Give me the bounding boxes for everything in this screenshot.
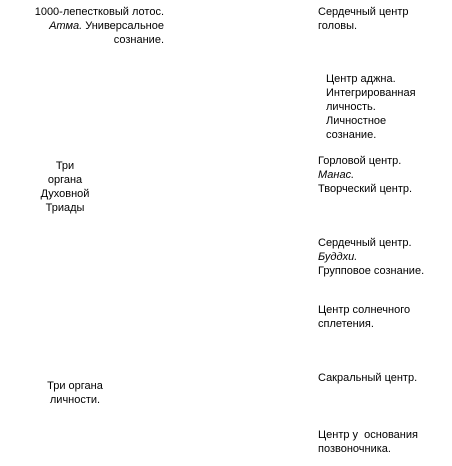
sacral-center-block [318, 371, 417, 385]
heart-line-3: Групповое сознание. [318, 265, 425, 277]
triad-line-1: Три [55, 160, 75, 172]
head-line-2: головы. [318, 20, 358, 32]
triad-line-3: Духовной [40, 188, 90, 200]
solar-line-2: сплетения. [318, 318, 374, 330]
heart-center-block [318, 236, 424, 278]
personality-organs-block [28, 379, 122, 407]
buddhi-term: Буддхи. [318, 251, 358, 263]
ajna-center-block [326, 72, 416, 142]
lotus-block [20, 5, 164, 47]
throat-line-3: Творческий центр. [318, 183, 413, 195]
throat-line-2 [318, 168, 412, 182]
base-center-block [318, 428, 418, 456]
base-line-2: позвоночника. [318, 443, 391, 455]
throat-line-1: Горловой центр. [318, 155, 402, 167]
ajna-line-3: личность. [326, 101, 376, 113]
triad-line-4: Триады [45, 202, 85, 214]
solar-plexus-block [318, 303, 410, 331]
heart-line-2 [318, 250, 424, 264]
sacral-line-1: Сакральный центр. [318, 372, 418, 384]
ajna-line-4: Личностное [326, 115, 387, 127]
lotus-line-2-rest: Универсальное [82, 20, 164, 32]
base-line-1: Центр у основания [318, 429, 418, 441]
lotus-line-1: 1000-лепестковый лотос. [34, 6, 164, 18]
ajna-line-1: Центр аджна. [326, 73, 396, 85]
head-center-block [318, 5, 409, 33]
solar-line-1: Центр солнечного [318, 304, 411, 316]
heart-line-1: Сердечный центр. [318, 237, 412, 249]
spiritual-triad-block [18, 159, 112, 215]
personality-line-1: Три органа [47, 380, 103, 392]
manas-term: Манас. [318, 169, 355, 181]
ajna-line-5: сознание. [326, 129, 377, 141]
atma-term: Атма. [49, 20, 83, 32]
throat-center-block [318, 154, 412, 196]
personality-line-2: личности. [49, 394, 101, 406]
head-line-1: Сердечный центр [318, 6, 409, 18]
ajna-line-2: Интегрированная [326, 87, 416, 99]
lotus-line-2 [20, 19, 164, 33]
triad-line-2: органа [47, 174, 83, 186]
lotus-line-3: сознание. [113, 34, 164, 46]
